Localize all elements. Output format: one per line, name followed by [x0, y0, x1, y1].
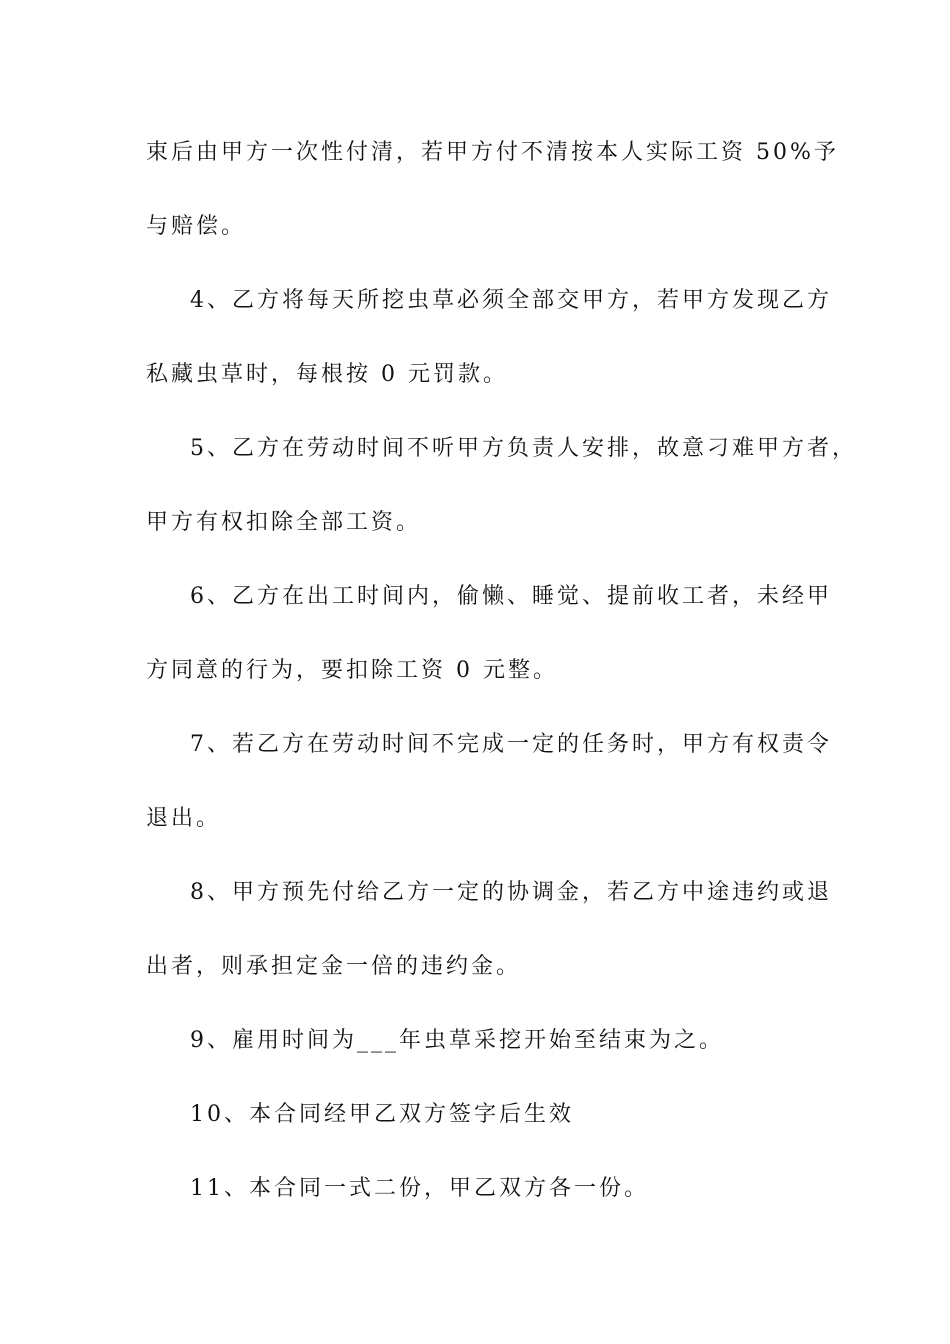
- clause-8-line-1: 8、甲方预先付给乙方一定的协调金，若乙方中途违约或退: [190, 880, 832, 905]
- clause-6-line-2: 方同意的行为，要扣除工资 0 元整。: [146, 658, 558, 683]
- clause-4-line-2: 私藏虫草时，每根按 0 元罚款。: [146, 362, 508, 387]
- clause-6-line-1: 6、乙方在出工时间内，偷懒、睡觉、提前收工者，未经甲: [190, 584, 832, 609]
- clause-5-line-1: 5、乙方在劳动时间不听甲方负责人安排，故意刁难甲方者，: [190, 436, 857, 461]
- clause-4-line-1: 4、乙方将每天所挖虫草必须全部交甲方，若甲方发现乙方: [190, 288, 832, 313]
- clause-9: 9、雇用时间为___年虫草采挖开始至结束为之。: [190, 1028, 724, 1053]
- clause-7-line-2: 退出。: [146, 806, 222, 831]
- text-line-2: 与赔偿。: [146, 214, 247, 239]
- text-line-1: 束后由甲方一次性付清，若甲方付不清按本人实际工资 50%予: [146, 140, 839, 165]
- clause-11: 11、本合同一式二份，甲乙双方各一份。: [190, 1176, 649, 1201]
- clause-10: 10、本合同经甲乙双方签字后生效: [190, 1102, 574, 1127]
- clause-5-line-2: 甲方有权扣除全部工资。: [146, 510, 422, 535]
- clause-7-line-1: 7、若乙方在劳动时间不完成一定的任务时，甲方有权责令: [190, 732, 832, 757]
- clause-8-line-2: 出者，则承担定金一倍的违约金。: [146, 954, 522, 979]
